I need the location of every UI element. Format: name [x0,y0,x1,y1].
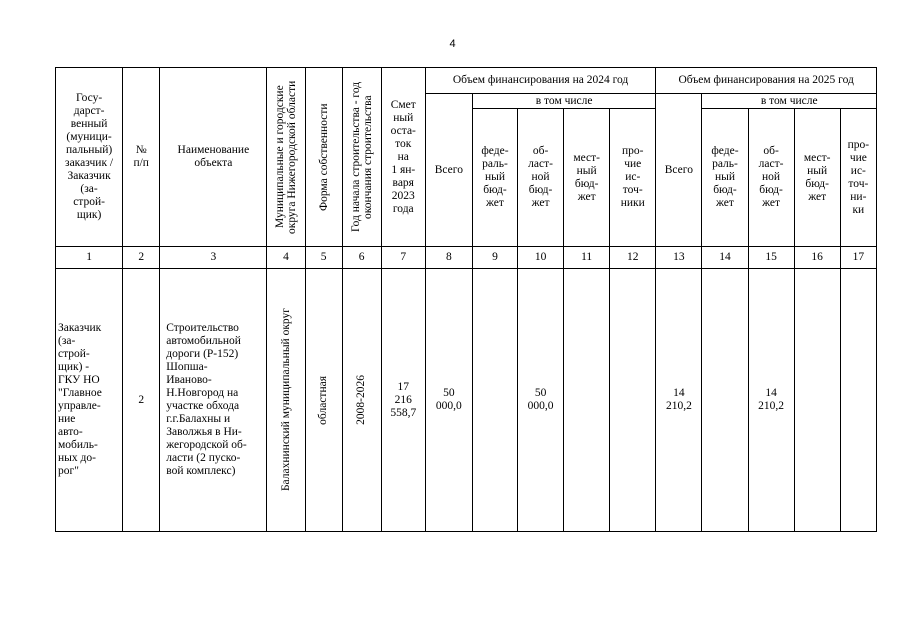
column-number: 12 [610,247,656,269]
header-proch-2025: про- чие ис- точ- ни- ки [840,109,876,247]
header-obl-2025: об- ласт- ной бюд- жет [748,109,794,247]
page-number: 4 [449,38,456,50]
header-mest-2024: мест- ный бюд- жет [564,109,610,247]
header-obl-2024: об- ласт- ной бюд- жет [518,109,564,247]
column-number: 8 [425,247,472,269]
column-number: 17 [840,247,876,269]
header-total-2025: Всего [656,94,702,247]
column-number: 15 [748,247,794,269]
header-fed-2024: феде- раль- ный бюд- жет [472,109,517,247]
row-district-cell [267,269,305,532]
row-object-name: Строительство автомобильной дороги (Р-152) Шопша- Иваново- Н.Новгород на участке обхода г.г.Балахны и Заволжья в Ни- жегородской об- ласти (2 пуско- вой комплекс) [160,269,267,532]
row-district: Балахнинский муниципальный округ [279,308,292,492]
column-number: 13 [656,247,702,269]
column-number: 2 [123,247,160,269]
header-object-name: Наименование объекта [160,68,267,247]
row-proch-2024 [610,269,656,532]
column-number: 14 [702,247,748,269]
column-number: 9 [472,247,517,269]
row-years: 2008-2026 [355,375,368,425]
column-number: 6 [342,247,381,269]
row-fed-2025 [702,269,748,532]
column-number: 5 [305,247,342,269]
column-number: 10 [518,247,564,269]
row-years-cell [342,269,381,532]
column-number: 1 [56,247,123,269]
header-districts: Муниципальные и городские округа Нижегородской области [274,80,299,234]
row-remainder: 17 216 558,7 [381,269,425,532]
header-years-cell [342,68,381,247]
row-total-2024: 50 000,0 [425,269,472,532]
row-total-2025: 14 210,2 [656,269,702,532]
column-number: 4 [267,247,305,269]
row-mest-2024 [564,269,610,532]
column-number-row [56,247,877,269]
header-ownership-cell [305,68,342,247]
table-row [56,269,877,532]
header-proch-2024: про- чие ис- точ- ники [610,109,656,247]
header-number: № п/п [123,68,160,247]
header-fin-2025: Объем финансирования на 2025 год [656,68,877,94]
header-fed-2025: феде- раль- ный бюд- жет [702,109,748,247]
row-ownership: областная [317,375,330,425]
row-customer: Заказчик (за- строй- щик) - ГКУ НО "Главное управле- ние авто- мобиль- ных до- рог" [56,269,123,532]
header-ownership: Форма собственности [317,103,330,211]
row-obl-2024: 50 000,0 [518,269,564,532]
column-number: 11 [564,247,610,269]
row-mest-2025 [794,269,840,532]
row-obl-2025: 14 210,2 [748,269,794,532]
row-fed-2024 [472,269,517,532]
header-years: Год начала строительства - год окончания строительства [349,81,374,233]
header-total-2024: Всего [425,94,472,247]
header-remainder: Смет ный оста- ток на 1 ян- варя 2023 года [381,68,425,247]
column-number: 16 [794,247,840,269]
row-ownership-cell [305,269,342,532]
header-mest-2025: мест- ный бюд- жет [794,109,840,247]
header-incl-2024: в том числе [472,94,655,109]
header-fin-2024: Объем финансирования на 2024 год [425,68,656,94]
header-districts-cell [267,68,305,247]
header-incl-2025: в том числе [702,94,877,109]
column-number: 7 [381,247,425,269]
row-number: 2 [123,269,160,532]
header-customer: Госу- дарст- венный (муници- пальный) заказчик / Заказчик (за- строй- щик) [56,68,123,247]
column-number: 3 [160,247,267,269]
row-proch-2025 [840,269,876,532]
financing-table [55,67,877,532]
